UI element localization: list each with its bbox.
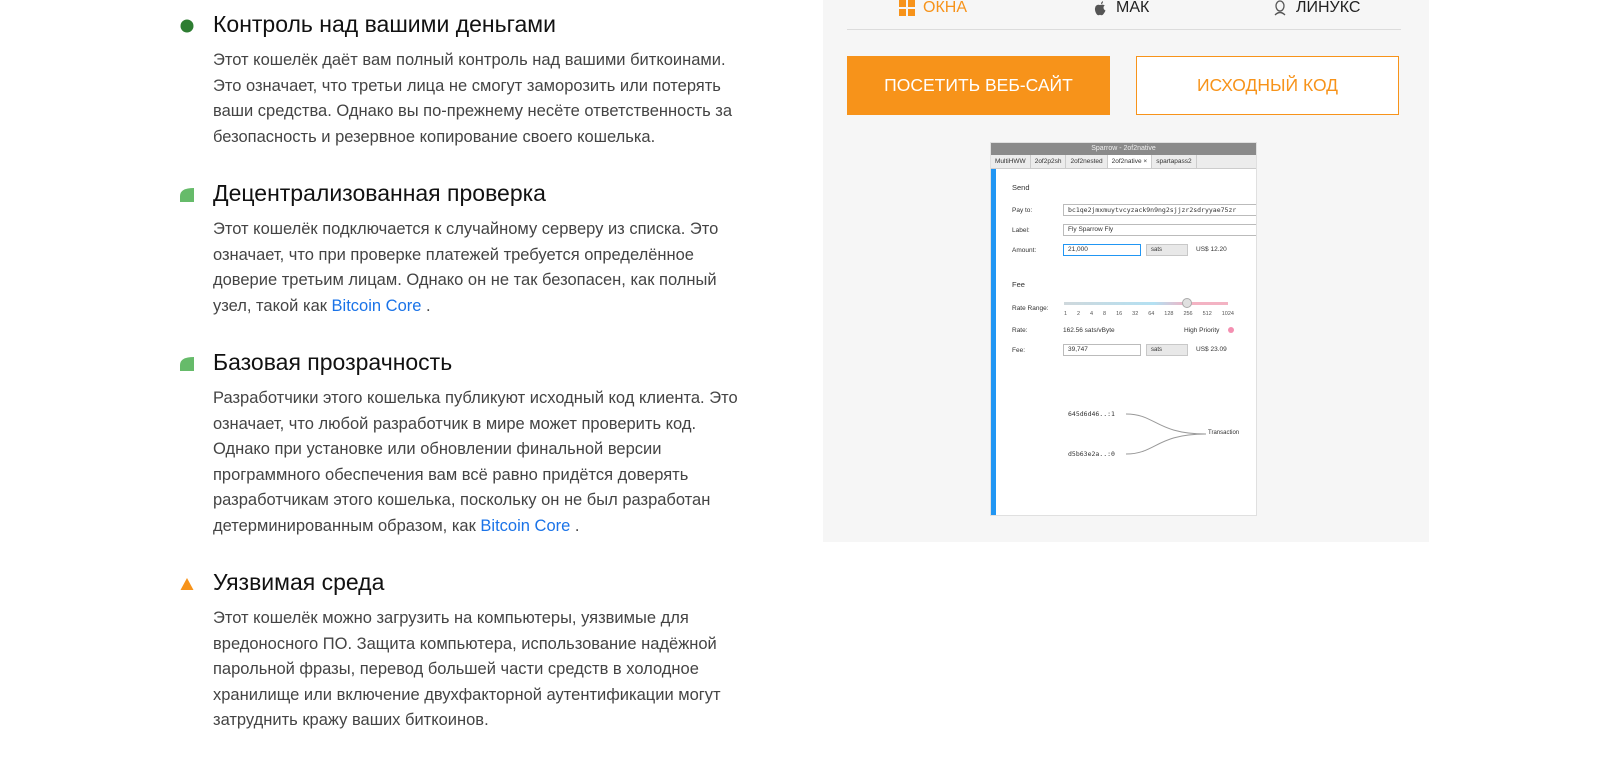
rate-value: 162.56 sats/vByte bbox=[1063, 327, 1115, 334]
tick: 32 bbox=[1132, 311, 1139, 317]
windows-icon bbox=[899, 0, 915, 16]
leaf-icon bbox=[180, 357, 194, 371]
fee-unit: sats bbox=[1146, 344, 1188, 356]
tick: 512 bbox=[1202, 311, 1212, 317]
feature-title: Контроль над вашими деньгами bbox=[213, 11, 556, 37]
tab-label: ОКНА bbox=[923, 0, 967, 16]
amount-value: 21,000 bbox=[1063, 244, 1141, 256]
tx-output: Transaction bbox=[1208, 430, 1240, 436]
tick: 128 bbox=[1164, 311, 1174, 317]
feature-text: Этот кошелёк даёт вам полный контроль над вашими биткоинами. Это означает, что третьи лица не смогут заморозить или потерять ваши средства. Однако вы по-прежнему несёте ответственность за безопасность и резервное копирование своего кошелька. bbox=[213, 51, 733, 146]
wallet-tab: 2of2native × bbox=[1108, 155, 1153, 168]
apple-icon bbox=[1092, 0, 1108, 16]
slider-knob bbox=[1182, 298, 1192, 308]
download-panel bbox=[823, 0, 1429, 542]
feature-text-body: Разработчики этого кошелька публикуют исходный код клиента. Это означает, что любой разработчик в мире может проверить код. Однако при установке или обновлении финальной версии программного обеспечения вам всё равно придётся доверять разработчикам этого кошелька, поскольку он не был разработан детерминированным образом, как bbox=[213, 389, 738, 535]
slider-ticks bbox=[1064, 311, 1234, 317]
tick: 2 bbox=[1077, 311, 1081, 317]
fee-value: 39,747 bbox=[1063, 344, 1141, 356]
feature-title: Базовая прозрачность bbox=[213, 349, 453, 375]
pay-to-value: bc1qe2jmxmuytvcyzack9n9ng2sjjzr2sdryyae75zr bbox=[1063, 204, 1257, 216]
tick: 16 bbox=[1116, 311, 1123, 317]
tx-flow-lines bbox=[1126, 409, 1216, 459]
tick: 1 bbox=[1064, 311, 1068, 317]
amount-label: Amount: bbox=[1012, 247, 1037, 254]
bitcoin-core-link[interactable]: Bitcoin Core bbox=[331, 296, 422, 315]
leaf-icon bbox=[180, 188, 194, 202]
feature-title: Уязвимая среда bbox=[213, 569, 385, 595]
priority-label: High Priority bbox=[1184, 327, 1220, 334]
priority-dot bbox=[1228, 327, 1234, 333]
feature-text-tail: . bbox=[570, 516, 580, 535]
tick: 256 bbox=[1183, 311, 1193, 317]
rate-label: Rate: bbox=[1012, 327, 1028, 334]
source-code-button[interactable]: ИСХОДНЫЙ КОД bbox=[1136, 56, 1399, 115]
sidebar-accent bbox=[991, 169, 996, 516]
feature-text bbox=[213, 386, 753, 539]
amount-fiat: US$ 12.20 bbox=[1196, 246, 1227, 253]
feature-text bbox=[213, 217, 753, 319]
app-screenshot bbox=[990, 142, 1257, 516]
feature-text: Этот кошелёк можно загрузить на компьютеры, уязвимые для вредоносного ПО. Защита компьютера, использование надёжной парольной фразы, перевод большей части средств в холодное хранилище или включение двухфакторной аутентификации могут затруднить кражу ваших биткоинов. bbox=[213, 609, 721, 729]
fee-heading: Fee bbox=[1012, 280, 1025, 289]
tick: 1024 bbox=[1221, 311, 1234, 317]
visit-website-button[interactable]: ПОСЕТИТЬ ВЕБ-САЙТ bbox=[847, 56, 1110, 115]
tab-label: МАК bbox=[1116, 0, 1150, 16]
bitcoin-core-link[interactable]: Bitcoin Core bbox=[480, 516, 571, 535]
send-heading: Send bbox=[1012, 183, 1030, 192]
warning-triangle-icon bbox=[180, 577, 194, 591]
amount-unit: sats bbox=[1146, 244, 1188, 256]
fee-label: Fee: bbox=[1012, 347, 1026, 354]
fee-fiat: US$ 23.09 bbox=[1196, 346, 1227, 353]
tick: 64 bbox=[1148, 311, 1155, 317]
tx-input-2: d5b63e2a..:0 bbox=[1068, 450, 1115, 458]
feature-title: Децентрализованная проверка bbox=[213, 180, 546, 206]
circle-icon bbox=[180, 19, 194, 33]
window-title: Sparrow - 2of2native bbox=[991, 143, 1256, 155]
label-value: Fly Sparrow Fly bbox=[1063, 224, 1257, 236]
tab-label: ЛИНУКС bbox=[1296, 0, 1361, 16]
wallet-tab: spartapass2 bbox=[1152, 155, 1196, 168]
label-label: Label: bbox=[1012, 227, 1030, 234]
wallet-tab: MultiHWW bbox=[991, 155, 1031, 168]
wallet-tabs bbox=[991, 155, 1256, 169]
fee-rate-slider bbox=[1064, 302, 1228, 305]
rate-range-label: Rate Range: bbox=[1012, 305, 1049, 312]
tick: 8 bbox=[1103, 311, 1107, 317]
tab-mac[interactable] bbox=[1092, 0, 1149, 24]
tab-linux[interactable] bbox=[1272, 0, 1360, 24]
pay-to-label: Pay to: bbox=[1012, 207, 1033, 214]
tick: 4 bbox=[1090, 311, 1094, 317]
linux-icon bbox=[1272, 0, 1288, 16]
feature-text-tail: . bbox=[421, 296, 431, 315]
feature-text-body: Этот кошелёк подключается к случайному серверу из списка. Это означает, что при проверке платежей требуется определённое доверие третьим лицам. Однако он не так безопасен, как полный узел, такой как bbox=[213, 220, 719, 315]
tx-input-1: 645d6d46..:1 bbox=[1068, 410, 1115, 418]
platform-tabs bbox=[847, 0, 1401, 30]
tab-windows[interactable] bbox=[899, 0, 967, 24]
wallet-tab: 2of2p2sh bbox=[1031, 155, 1067, 168]
wallet-tab: 2of2nested bbox=[1066, 155, 1107, 168]
